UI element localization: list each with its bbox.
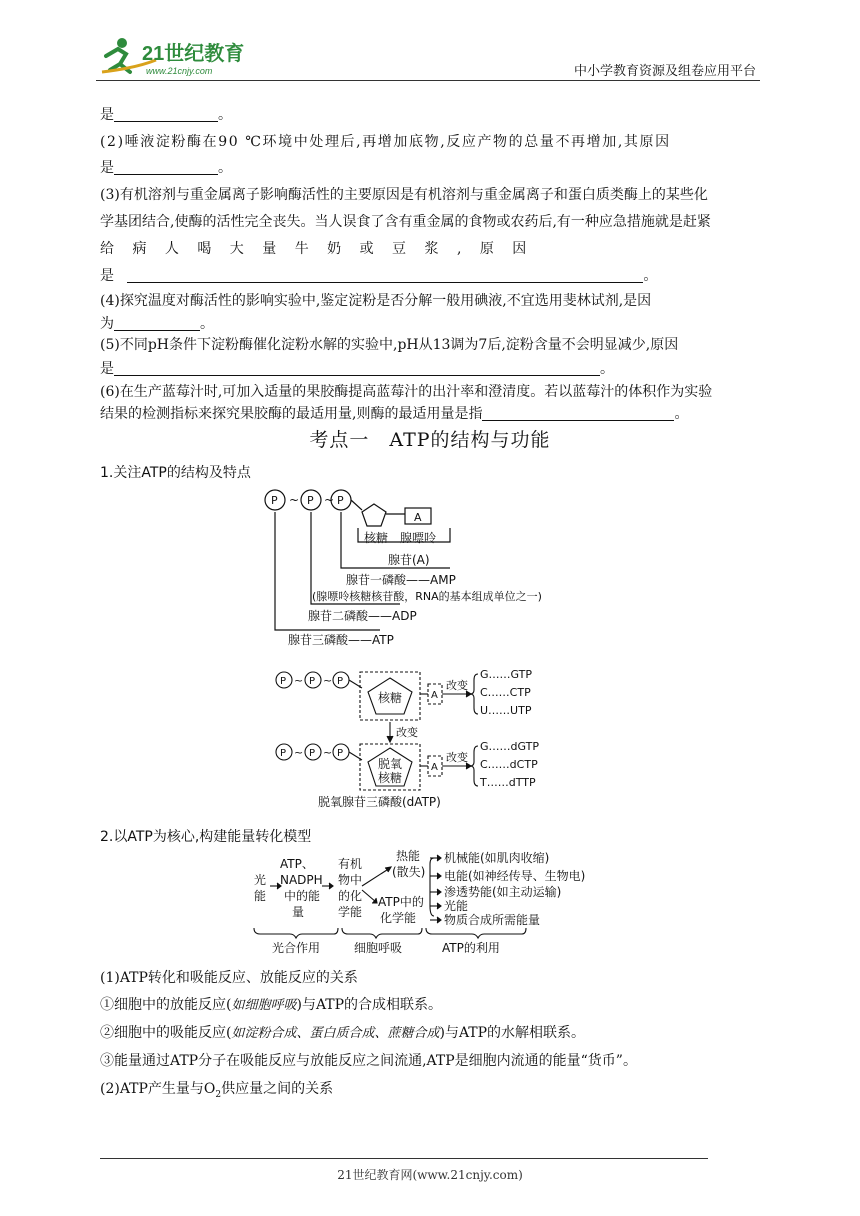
datp-caption: 脱氧腺苷三磷酸(dATP) bbox=[318, 795, 441, 809]
p-label: P bbox=[337, 494, 344, 507]
note-3: ②细胞中的吸能反应(如淀粉合成、蛋白质合成、蔗糖合成)与ATP的水解相联系。 bbox=[100, 1025, 586, 1041]
q2-line2: 是 。 bbox=[100, 160, 232, 176]
q3-line4: 是 。 bbox=[100, 268, 658, 284]
ribose-label: 核糖 bbox=[364, 531, 389, 545]
q6-line1: (6)在生产蓝莓汁时,可加入适量的果胶酶提高蓝莓汁的出汁率和澄清度。若以蓝莓汁的体积作为实验 bbox=[100, 384, 713, 400]
svg-text:热能: 热能 bbox=[396, 849, 421, 863]
answer-blank[interactable] bbox=[127, 268, 643, 283]
logo-text: 21世纪教育 bbox=[142, 43, 245, 65]
answer-blank[interactable] bbox=[114, 361, 600, 376]
svg-text:量: 量 bbox=[292, 905, 305, 919]
q5-line1: (5)不同pH条件下淀粉酶催化淀粉水解的实验中,pH从13调为7后,淀粉含量不会明显减少,原因 bbox=[100, 337, 679, 353]
svg-text:A: A bbox=[431, 690, 438, 701]
answer-blank[interactable] bbox=[114, 160, 218, 175]
adp-label: 腺苷二磷酸——ADP bbox=[308, 609, 417, 623]
footer-divider bbox=[100, 1158, 708, 1159]
svg-text:NADPH: NADPH bbox=[280, 873, 323, 887]
atp-structure-diagram bbox=[250, 484, 610, 652]
svg-text:A: A bbox=[431, 762, 438, 773]
svg-text:~: ~ bbox=[294, 746, 304, 759]
q3-line1: (3)有机溶剂与重金属离子影响酶活性的主要原因是有机溶剂与重金属离子和蛋白质类酶上的某些化 bbox=[100, 187, 708, 203]
svg-text:电能(如神经传导、生物电): 电能(如神经传导、生物电) bbox=[444, 869, 586, 883]
adenosine-label: 腺苷(A) bbox=[388, 553, 430, 567]
change-label: 改变 bbox=[396, 726, 418, 739]
answer-blank[interactable] bbox=[114, 107, 218, 122]
svg-text:学能: 学能 bbox=[338, 905, 363, 919]
svg-text:机械能(如肌肉收缩): 机械能(如肌肉收缩) bbox=[444, 851, 550, 865]
deoxy-label: 脱氧 bbox=[378, 757, 403, 771]
svg-text:光能: 光能 bbox=[444, 899, 469, 913]
svg-text:P: P bbox=[337, 676, 344, 687]
header-platform-text: 中小学教育资源及组卷应用平台 bbox=[573, 64, 756, 79]
svg-text:ATP、: ATP、 bbox=[280, 857, 314, 871]
svg-text:~: ~ bbox=[294, 674, 304, 687]
svg-text:细胞呼吸: 细胞呼吸 bbox=[354, 941, 403, 955]
footer-text: 21世纪教育网(www.21cnjy.com) bbox=[337, 1168, 523, 1182]
svg-text:P: P bbox=[280, 676, 287, 687]
svg-text:光合作用: 光合作用 bbox=[272, 941, 321, 955]
svg-text:的化: 的化 bbox=[338, 889, 363, 903]
deoxy-ribose-label: 核糖 bbox=[378, 771, 403, 785]
svg-text:(散失): (散失) bbox=[392, 865, 426, 879]
svg-text:能: 能 bbox=[254, 889, 267, 903]
svg-text:物质合成所需能量: 物质合成所需能量 bbox=[444, 913, 541, 927]
site-logo bbox=[96, 34, 266, 78]
svg-text:光: 光 bbox=[254, 873, 267, 887]
q4-line2: 为 。 bbox=[100, 316, 214, 332]
svg-text:~: ~ bbox=[323, 746, 333, 759]
note-5: (2)ATP产生量与$O_2$供应量之间的关系 bbox=[100, 1081, 334, 1100]
ntp-diagram bbox=[272, 664, 592, 810]
atp-label: 腺苷三磷酸——ATP bbox=[288, 633, 394, 647]
svg-text:T……dTTP: T……dTTP bbox=[480, 776, 536, 789]
q6-line2: 结果的检测指标来探究果胶酶的最适用量,则酶的最适用量是指 。 bbox=[100, 406, 689, 422]
subheading-energy-model: 2.以ATP为核心,构建能量转化模型 bbox=[100, 829, 312, 845]
svg-text:ATP的利用: ATP的利用 bbox=[442, 941, 500, 955]
ribose-label: 核糖 bbox=[378, 691, 403, 705]
svg-text:P: P bbox=[309, 748, 316, 759]
svg-text:物中: 物中 bbox=[338, 873, 363, 887]
svg-text:G……GTP: G……GTP bbox=[480, 668, 533, 681]
q3-line3: 给 病 人 喝 大 量 牛 奶 或 豆 浆 , 原 因 bbox=[100, 241, 527, 257]
header-divider bbox=[96, 80, 760, 81]
svg-text:P: P bbox=[280, 748, 287, 759]
svg-text:C……dCTP: C……dCTP bbox=[480, 758, 538, 771]
energy-model-diagram bbox=[250, 846, 620, 958]
answer-blank[interactable] bbox=[482, 406, 674, 421]
a-label: A bbox=[414, 511, 422, 524]
q3-line2: 学基团结合,使酶的活性完全丧失。当人误食了含有重金属的食物或农药后,有一种应急措施就是赶紧 bbox=[100, 214, 711, 230]
svg-text:G……dGTP: G……dGTP bbox=[480, 740, 539, 753]
note-1: (1)ATP转化和吸能反应、放能反应的关系 bbox=[100, 970, 358, 986]
svg-text:有机: 有机 bbox=[338, 857, 363, 871]
svg-text:中的能: 中的能 bbox=[284, 889, 321, 903]
ribose-pentagon bbox=[362, 504, 386, 526]
q4-line1: (4)探究温度对酶活性的影响实验中,鉴定淀粉是否分解一般用碘液,不宜选用斐林试剂,是因 bbox=[100, 293, 652, 309]
q1-tail: 是 。 bbox=[100, 107, 232, 123]
svg-text:ATP中的: ATP中的 bbox=[378, 895, 424, 909]
q2-line1: (2)唾液淀粉酶在90 ℃环境中处理后,再增加底物,反应产物的总量不再增加,其原因 bbox=[100, 134, 671, 150]
svg-text:C……CTP: C……CTP bbox=[480, 686, 531, 699]
section-title: 考点一 ATP的结构与功能 bbox=[309, 429, 551, 451]
tilde-label: ~ bbox=[289, 493, 300, 507]
svg-text:~: ~ bbox=[323, 674, 333, 687]
change-label: 改变 bbox=[446, 751, 468, 764]
subheading-structure: 1.关注ATP的结构及特点 bbox=[100, 465, 251, 481]
note-4: ③能量通过ATP分子在吸能反应与放能反应之间流通,ATP是细胞内流通的能量“货币”。 bbox=[100, 1053, 637, 1069]
change-label: 改变 bbox=[446, 679, 468, 692]
p-label: P bbox=[307, 494, 314, 507]
note-2: ①细胞中的放能反应(如细胞呼吸)与ATP的合成相联系。 bbox=[100, 997, 443, 1013]
tilde-label: ~ bbox=[324, 493, 335, 507]
q5-line2: 是 。 bbox=[100, 361, 614, 377]
answer-blank[interactable] bbox=[114, 316, 200, 331]
svg-text:渗透势能(如主动运输): 渗透势能(如主动运输) bbox=[444, 885, 562, 899]
svg-text:化学能: 化学能 bbox=[380, 911, 417, 925]
amp-label: 腺苷一磷酸——AMP bbox=[346, 573, 456, 587]
p-label: P bbox=[271, 494, 278, 507]
svg-text:U……UTP: U……UTP bbox=[480, 704, 532, 717]
logo-url: www.21cnjy.com bbox=[146, 66, 213, 76]
adenine-label: 腺嘌呤 bbox=[400, 531, 437, 545]
svg-text:P: P bbox=[309, 676, 316, 687]
amp-note: (腺嘌呤核糖核苷酸，RNA的基本组成单位之一) bbox=[312, 590, 542, 603]
svg-text:P: P bbox=[337, 748, 344, 759]
